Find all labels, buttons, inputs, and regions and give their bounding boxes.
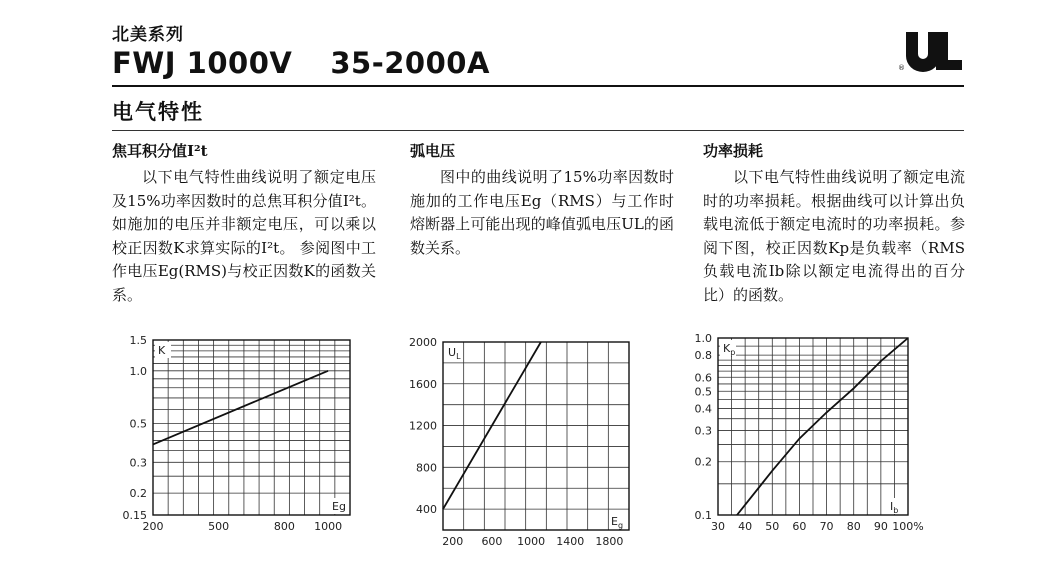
model-voltage: FWJ 1000V bbox=[112, 46, 293, 80]
series-line bbox=[737, 338, 908, 515]
arc-voltage-chart bbox=[395, 330, 645, 550]
y-axis-label: $K_p$ bbox=[723, 342, 736, 357]
y-axis-label: $U_L$ bbox=[448, 346, 461, 361]
y-tick-label: 2000 bbox=[409, 336, 437, 349]
y-tick-label: 800 bbox=[416, 461, 437, 475]
y-tick-label: 0.1 bbox=[694, 509, 712, 522]
x-tick-label: 100% bbox=[892, 520, 924, 533]
y-tick-label: 0.3 bbox=[129, 456, 147, 470]
col1-paragraph: 以下电气特性曲线说明了额定电压及15%功率因数时的总焦耳积分值I²t。如施加的电压并非额定电压，可以乘以校正因数K求算实际的I²t。 参阅图中工作电压Eg(RMS)与校正因数K的函数关系。 bbox=[112, 168, 376, 304]
section-title: 电气特性 bbox=[112, 99, 204, 124]
x-tick-label: 1800 bbox=[595, 535, 624, 548]
x-axis-label: $I_b$ bbox=[890, 500, 899, 515]
x-tick-label: 60 bbox=[792, 520, 807, 533]
col2-paragraph: 图中的曲线说明了15%功率因数时施加的工作电压Eg（RMS）与工作时熔断器上可能出现的峰值弧电压UL的函数关系。 bbox=[410, 168, 674, 257]
header-rule bbox=[112, 85, 964, 87]
col3-heading: 功率损耗 bbox=[703, 142, 764, 160]
ul-logo-icon bbox=[898, 28, 966, 72]
y-tick-label: 1.0 bbox=[694, 332, 712, 345]
y-tick-label: 1.0 bbox=[129, 364, 147, 378]
y-tick-label: 0.5 bbox=[129, 417, 147, 431]
current-range: 35-2000A bbox=[330, 46, 490, 80]
y-axis-label: K bbox=[158, 344, 166, 357]
y-tick-label: 0.2 bbox=[694, 455, 712, 469]
y-tick-label: 0.5 bbox=[694, 385, 712, 399]
y-tick-label: 1200 bbox=[409, 419, 437, 433]
x-tick-label: 40 bbox=[738, 520, 753, 533]
section-rule bbox=[112, 130, 964, 131]
x-tick-label: 1000 bbox=[314, 520, 343, 533]
series-line bbox=[153, 371, 328, 445]
registered-mark: ® bbox=[898, 64, 905, 72]
plot-frame bbox=[443, 342, 629, 530]
y-tick-label: 0.2 bbox=[129, 487, 147, 501]
col1-heading: 焦耳积分值I²t bbox=[112, 142, 208, 160]
x-tick-label: 30 bbox=[711, 520, 725, 533]
col3-paragraph: 以下电气特性曲线说明了额定电流时的功率损耗。根据曲线可以计算出负载电流低于额定电流时的功率损耗。参阅下图，校正因数Kp是负载率（RMS负载电流Ib除以额定电流得出的百分比）的函数。 bbox=[703, 168, 965, 304]
x-axis-label: $E_g$ bbox=[611, 515, 624, 530]
x-axis-label: Eg bbox=[332, 500, 346, 513]
x-tick-label: 90 bbox=[873, 520, 888, 533]
y-tick-label: 0.15 bbox=[122, 509, 147, 522]
x-tick-label: 1000 bbox=[517, 535, 546, 548]
col2-heading: 弧电压 bbox=[410, 142, 456, 160]
y-tick-label: 0.8 bbox=[694, 349, 712, 363]
x-tick-label: 80 bbox=[846, 520, 861, 533]
x-tick-label: 500 bbox=[208, 520, 230, 533]
x-tick-label: 70 bbox=[819, 520, 834, 533]
y-tick-label: 1.5 bbox=[129, 334, 147, 347]
x-tick-label: 600 bbox=[481, 535, 503, 548]
x-tick-label: 50 bbox=[765, 520, 780, 533]
k-factor-chart bbox=[105, 330, 345, 540]
ul-logo-u bbox=[906, 32, 940, 72]
x-tick-label: 200 bbox=[142, 520, 164, 533]
series-label: 北美系列 bbox=[112, 25, 184, 45]
x-tick-label: 800 bbox=[273, 520, 295, 533]
ul-logo-l bbox=[936, 32, 962, 70]
y-tick-label: 400 bbox=[416, 503, 437, 517]
y-tick-label: 0.4 bbox=[694, 402, 712, 416]
power-loss-chart bbox=[688, 328, 928, 540]
plot-frame bbox=[153, 340, 350, 515]
y-tick-label: 0.6 bbox=[694, 371, 712, 385]
y-tick-label: 0.3 bbox=[694, 424, 712, 438]
x-tick-label: 200 bbox=[442, 535, 464, 548]
y-tick-label: 1600 bbox=[409, 377, 437, 391]
x-tick-label: 1400 bbox=[556, 535, 585, 548]
model-title bbox=[112, 46, 490, 80]
